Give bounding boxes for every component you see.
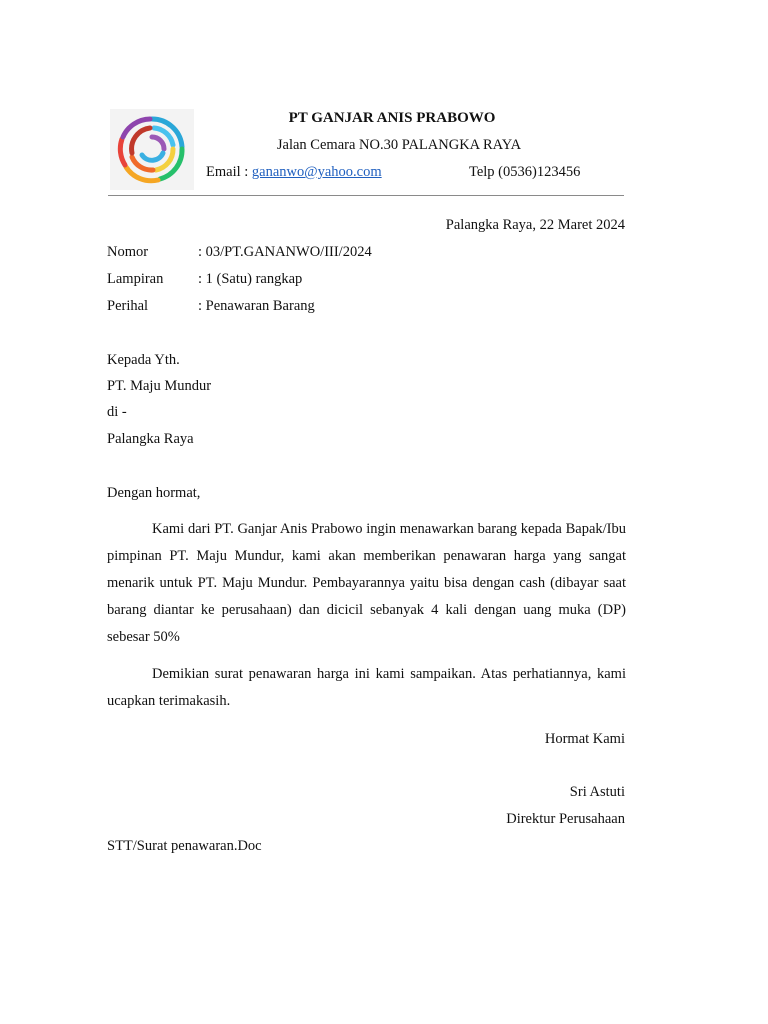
email-label: Email : xyxy=(206,164,252,180)
telephone: Telp (0536)123456 xyxy=(469,164,581,180)
body-paragraph-1: Kami dari PT. Ganjar Anis Prabowo ingin menawarkan barang kepada Bapak/Ibu pimpinan PT. Maju Mundur, kami akan memberikan penawaran harga yang sangat menarik untuk PT. Maju Mundur. Pembayarannya yaitu bisa dengan cash (dibayar saat barang diantar ke perusahaan) dan dicicil sebanyak 4 kali dengan uang muka (DP) sebesar 50% xyxy=(107,521,626,645)
email-line xyxy=(206,164,382,181)
body-paragraph-2: Demikian surat penawaran harga ini kami sampaikan. Atas perhatiannya, kami ucapkan terimakasih. xyxy=(107,666,626,709)
greeting: Dengan hormat, xyxy=(107,485,201,501)
email-link[interactable]: gananwo@yahoo.com xyxy=(251,164,382,180)
letterhead-divider xyxy=(108,195,624,196)
letter-date: Palangka Raya, 22 Maret 2024 xyxy=(445,217,625,233)
closing: Hormat Kami xyxy=(544,731,625,747)
recipient-city: Palangka Raya xyxy=(107,431,194,447)
meta-value-lampiran: : 1 (Satu) rangkap xyxy=(198,271,303,287)
meta-label-lampiran: Lampiran xyxy=(107,271,164,287)
recipient-company: PT. Maju Mundur xyxy=(107,378,212,394)
company-address: Jalan Cemara NO.30 PALANGKA RAYA xyxy=(276,137,522,153)
document-reference: STT/Surat penawaran.Doc xyxy=(107,838,262,854)
meta-label-nomor: Nomor xyxy=(107,244,149,260)
meta-label-perihal: Perihal xyxy=(107,298,149,314)
recipient-line-3: di - xyxy=(107,404,127,420)
meta-value-nomor: : 03/PT.GANANWO/III/2024 xyxy=(198,244,372,260)
signer-title: Direktur Perusahaan xyxy=(506,811,625,827)
company-name: PT GANJAR ANIS PRABOWO xyxy=(288,110,496,126)
meta-value-perihal: : Penawaran Barang xyxy=(198,298,315,314)
recipient-line-1: Kepada Yth. xyxy=(107,352,180,368)
signer-name: Sri Astuti xyxy=(569,784,625,800)
